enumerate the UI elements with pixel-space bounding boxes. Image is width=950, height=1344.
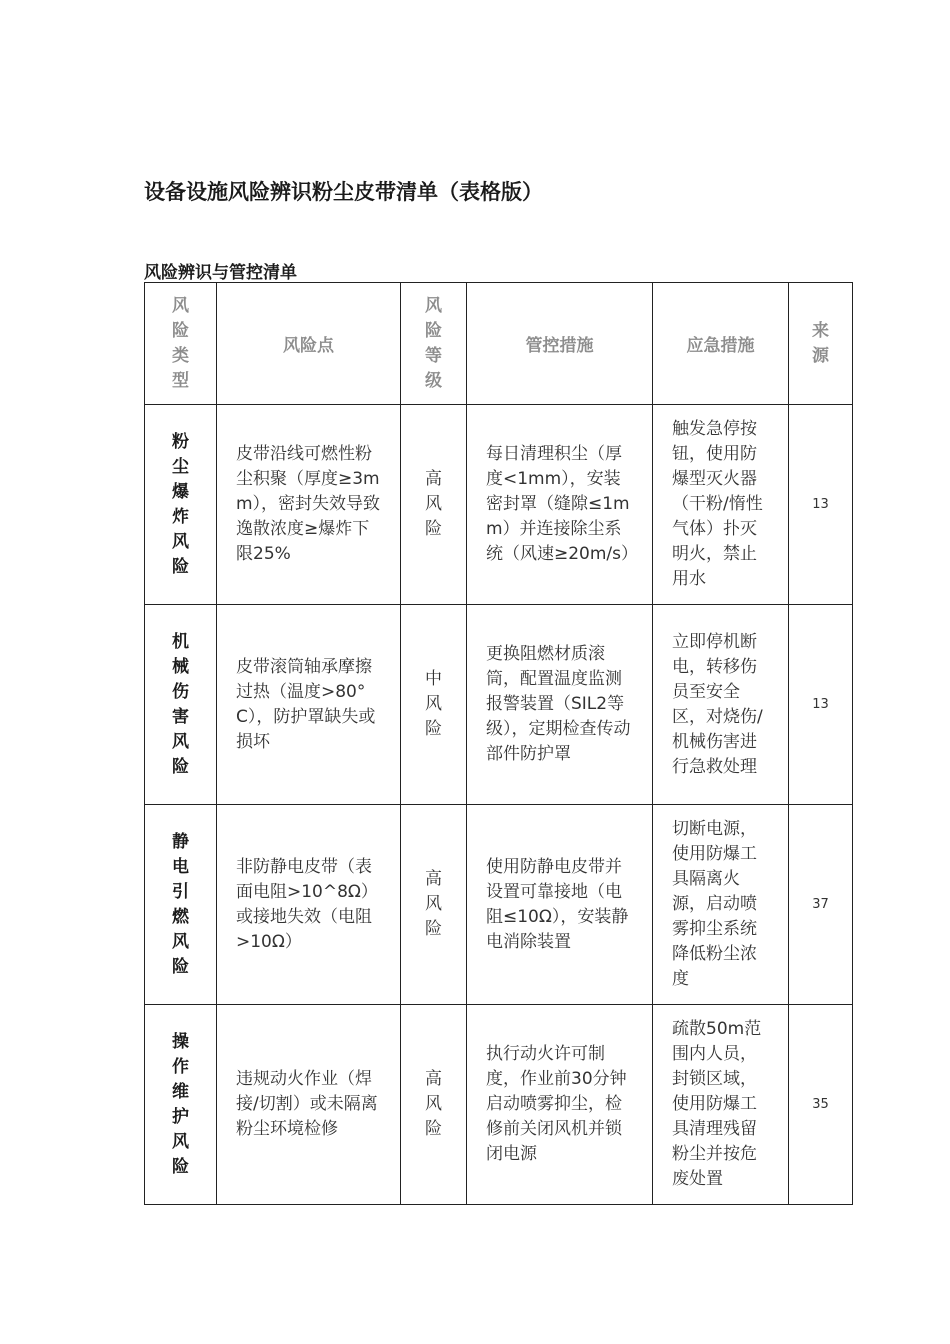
source-cell: 13 — [789, 605, 853, 805]
header-risk-level-label: 风险等级 — [425, 295, 442, 391]
header-emergency-measures — [653, 283, 789, 405]
risk-type-text: 静电引燃风险 — [172, 831, 189, 977]
emergency-measures-text: 立即停机断电，转移伤员至安全区，对烧伤/机械伤害进行急救处理 — [672, 631, 763, 777]
emergency-measures-cell — [653, 605, 789, 805]
risk-point-text: 非防静电皮带（表面电阻>10^8Ω）或接地失效（电阻>10Ω） — [236, 856, 378, 952]
risk-point-cell — [217, 805, 401, 1005]
risk-level-text: 高风险 — [425, 469, 442, 539]
header-source-label: 来源 — [812, 320, 829, 366]
risk-level-cell — [401, 1005, 467, 1205]
risk-type-cell — [145, 605, 217, 805]
table-row — [145, 405, 853, 605]
risk-type-cell — [145, 405, 217, 605]
risk-point-cell — [217, 605, 401, 805]
risk-type-cell — [145, 805, 217, 1005]
table-header-row — [145, 283, 853, 405]
control-measures-text: 使用防静电皮带并设置可靠接地（电阻≤10Ω），安装静电消除装置 — [486, 856, 629, 952]
header-risk-type-label: 风险类型 — [172, 295, 189, 391]
risk-type-text: 操作维护风险 — [172, 1031, 189, 1177]
risk-type-text: 粉尘爆炸风险 — [172, 431, 189, 577]
risk-point-text: 皮带沿线可燃性粉尘积聚（厚度≥3mm），密封失效导致逸散浓度≥爆炸下限25% — [236, 444, 381, 564]
risk-level-cell — [401, 805, 467, 1005]
risk-point-text: 皮带滚筒轴承摩擦过热（温度>80°C），防护罩缺失或损坏 — [236, 656, 376, 752]
risk-level-cell — [401, 605, 467, 805]
emergency-measures-cell — [653, 805, 789, 1005]
header-risk-level — [401, 283, 467, 405]
header-risk-point-label: 风险点 — [283, 336, 334, 356]
control-measures-cell — [467, 1005, 653, 1205]
risk-level-text: 中风险 — [425, 669, 442, 739]
header-risk-type — [145, 283, 217, 405]
risk-type-text: 机械伤害风险 — [172, 631, 189, 777]
emergency-measures-cell — [653, 405, 789, 605]
risk-point-text: 违规动火作业（焊接/切割）或未隔离粉尘环境检修 — [236, 1069, 378, 1139]
table-row — [145, 1005, 853, 1205]
control-measures-text: 执行动火许可制度，作业前30分钟启动喷雾抑尘，检修前关闭风机并锁闭电源 — [486, 1044, 627, 1164]
control-measures-cell — [467, 405, 653, 605]
risk-level-text: 高风险 — [425, 1069, 442, 1139]
section-title: 风险辨识与管控清单 — [144, 263, 297, 283]
header-control-measures — [467, 283, 653, 405]
header-emergency-measures-label: 应急措施 — [686, 336, 755, 356]
emergency-measures-text: 触发急停按钮，使用防爆型灭火器（干粉/惰性气体）扑灭明火，禁止用水 — [672, 419, 763, 589]
header-source — [789, 283, 853, 405]
emergency-measures-text: 切断电源，使用防爆工具隔离火源，启动喷雾抑尘系统降低粉尘浓度 — [672, 819, 757, 989]
risk-control-table — [144, 282, 853, 1205]
control-measures-text: 每日清理积尘（厚度<1mm），安装密封罩（缝隙≤1mm）并连接除尘系统（风速≥20m/s） — [486, 444, 639, 564]
document-title: 设备设施风险辨识粉尘皮带清单（表格版） — [144, 180, 543, 204]
control-measures-text: 更换阻燃材质滚筒，配置温度监测报警装置（SIL2等级），定期检查传动部件防护罩 — [486, 644, 631, 764]
source-cell: 13 — [789, 405, 853, 605]
table-row — [145, 805, 853, 1005]
source-cell: 37 — [789, 805, 853, 1005]
risk-level-text: 高风险 — [425, 869, 442, 939]
risk-point-cell — [217, 405, 401, 605]
source-cell: 35 — [789, 1005, 853, 1205]
risk-level-cell — [401, 405, 467, 605]
risk-type-cell — [145, 1005, 217, 1205]
control-measures-cell — [467, 805, 653, 1005]
header-control-measures-label: 管控措施 — [525, 336, 594, 356]
header-risk-point — [217, 283, 401, 405]
emergency-measures-text: 疏散50m范围内人员，封锁区域，使用防爆工具清理残留粉尘并按危废处置 — [672, 1019, 762, 1189]
risk-point-cell — [217, 1005, 401, 1205]
control-measures-cell — [467, 605, 653, 805]
emergency-measures-cell — [653, 1005, 789, 1205]
table-row — [145, 605, 853, 805]
